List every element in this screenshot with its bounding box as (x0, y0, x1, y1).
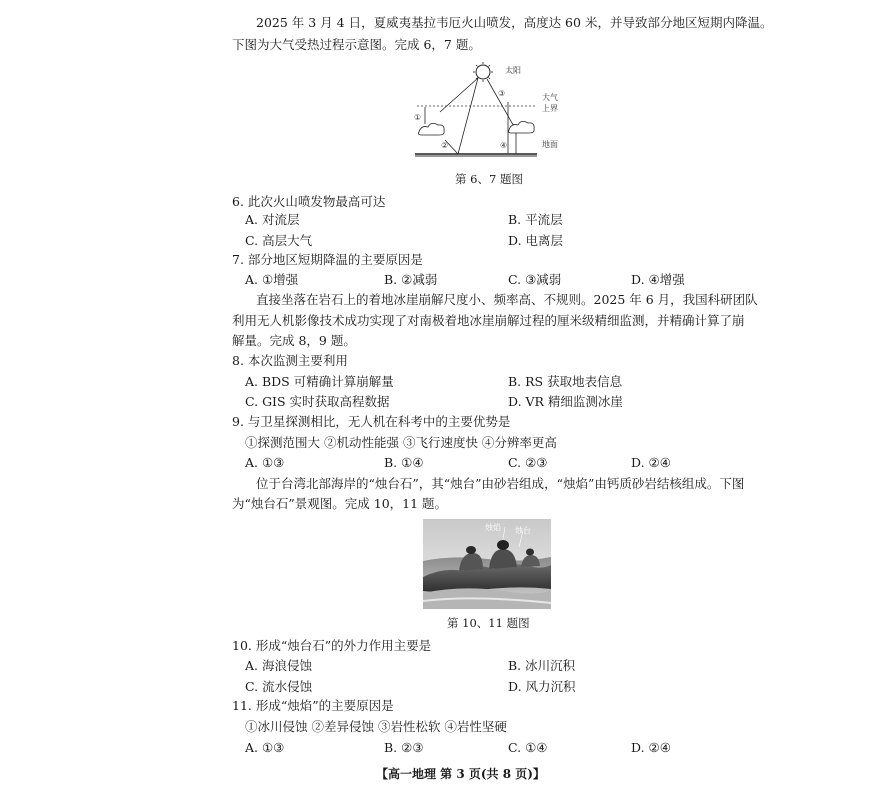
option-c: C. 高层大气 (245, 233, 313, 248)
atmosphere-label: 大气 (542, 93, 558, 102)
option-c: C. ③减弱 (508, 272, 562, 287)
ground-label: 地面 (542, 140, 558, 149)
option-a: A. 对流层 (245, 212, 300, 227)
intro-text-line: 为“烛台石”景观图。完成 10，11 题。 (232, 496, 448, 511)
option-d: D. ②④ (631, 740, 671, 755)
atmosphere-heating-diagram (405, 62, 575, 162)
option-d: D. 风力沉积 (508, 679, 576, 694)
question-stem: 10. 形成“烛台石”的外力作用主要是 (232, 638, 432, 653)
option-b: B. ②减弱 (384, 272, 438, 287)
intro-text-line: 直接坐落在岩石上的着地冰崖崩解尺度小、频率高、不规则。2025 年 6 月，我国科研团队 (256, 292, 758, 307)
marker-1: ① (414, 113, 422, 122)
intro-text-line: 下图为大气受热过程示意图。完成 6，7 题。 (232, 37, 481, 52)
intro-text-line: 利用无人机影像技术成功实现了对南极着地冰崖崩解过程的厘米级精细监测，并精确计算了崩 (232, 313, 745, 328)
option-a: A. BDS 可精确计算崩解量 (245, 374, 394, 389)
question-stem: 8. 本次监测主要利用 (232, 353, 348, 368)
intro-text-line: 2025 年 3 月 4 日，夏威夷基拉韦厄火山喷发，高度达 60 米，并导致部分地区短期内降温。 (256, 15, 773, 30)
atmosphere-top-label: 上界 (542, 104, 558, 113)
flame-label: 烛焰 (485, 523, 501, 532)
statement-items: ①探测范围大 ②机动性能强 ③飞行速度快 ④分辨率更高 (245, 435, 557, 450)
option-b: B. 冰川沉积 (508, 658, 576, 673)
cloud-icon (418, 123, 444, 135)
option-c: C. ②③ (508, 455, 548, 470)
option-a: A. ①增强 (245, 272, 299, 287)
option-b: B. RS 获取地表信息 (508, 374, 623, 389)
option-c: C. ①④ (508, 740, 548, 755)
option-b: B. 平流层 (508, 212, 563, 227)
option-a: A. 海浪侵蚀 (245, 658, 312, 673)
sun-label: 太阳 (505, 66, 521, 75)
option-c: C. 流水侵蚀 (245, 679, 313, 694)
question-stem: 7. 部分地区短期降温的主要原因是 (232, 252, 423, 267)
sun-icon (473, 62, 493, 82)
option-a: A. ①③ (245, 740, 285, 755)
question-stem: 9. 与卫星探测相比，无人机在科考中的主要优势是 (232, 414, 511, 429)
option-d: D. ②④ (631, 455, 671, 470)
candle-rock-photo (423, 519, 551, 609)
question-stem: 6. 此次火山喷发物最高可达 (232, 194, 386, 209)
intro-text-line: 解量。完成 8，9 题。 (232, 333, 356, 348)
option-c: C. GIS 实时获取高程数据 (245, 394, 390, 409)
question-stem: 11. 形成“烛焰”的主要原因是 (232, 698, 394, 713)
option-b: B. ②③ (384, 740, 424, 755)
intro-text-line: 位于台湾北部海岸的“烛台石”，其“烛台”由砂岩组成，“烛焰”由钙质砂岩结核组成。下图 (256, 476, 745, 491)
statement-items: ①冰川侵蚀 ②差异侵蚀 ③岩性松软 ④岩性坚硬 (245, 719, 507, 734)
marker-2: ② (441, 141, 449, 150)
marker-4: ④ (500, 141, 508, 150)
option-d: D. VR 精细监测冰崖 (508, 394, 623, 409)
page-footer: 【高一地理 第 3 页(共 8 页)】 (376, 767, 545, 781)
option-b: B. ①④ (384, 455, 424, 470)
marker-3: ③ (498, 89, 506, 98)
option-a: A. ①③ (245, 455, 285, 470)
option-d: D. 电离层 (508, 233, 564, 248)
figure-caption: 第 10、11 题图 (447, 616, 530, 630)
stand-label: 烛台 (515, 526, 531, 535)
figure-caption: 第 6、7 题图 (455, 172, 523, 186)
option-d: D. ④增强 (631, 272, 685, 287)
